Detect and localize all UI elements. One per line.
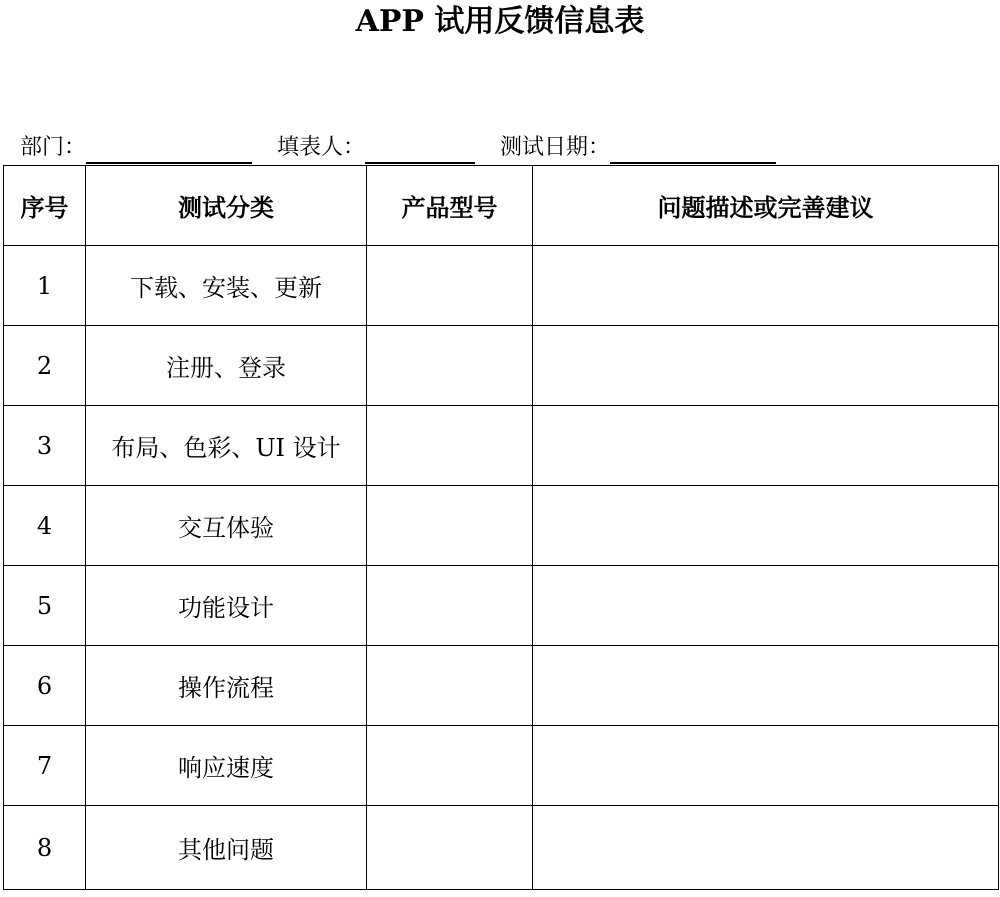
row-category: 其他问题 bbox=[86, 806, 367, 890]
feedback-table bbox=[3, 165, 999, 890]
table-row bbox=[4, 486, 999, 566]
department-label: 部门： bbox=[20, 135, 87, 160]
row-model-cell[interactable] bbox=[367, 326, 533, 406]
row-description-cell[interactable] bbox=[533, 726, 999, 806]
test-date-field[interactable] bbox=[610, 136, 776, 164]
row-number: 5 bbox=[4, 566, 86, 646]
table-row bbox=[4, 406, 999, 486]
header-no: 序号 bbox=[4, 166, 86, 246]
row-description-cell[interactable] bbox=[533, 806, 999, 890]
row-model-cell[interactable] bbox=[367, 726, 533, 806]
row-number: 6 bbox=[4, 646, 86, 726]
table-row bbox=[4, 646, 999, 726]
row-number: 8 bbox=[4, 806, 86, 890]
form-meta-line bbox=[20, 132, 794, 164]
test-date-label: 测试日期： bbox=[500, 135, 611, 160]
row-model-cell[interactable] bbox=[367, 246, 533, 326]
row-category: 操作流程 bbox=[86, 646, 367, 726]
row-category: 下载、安装、更新 bbox=[86, 246, 367, 326]
table-header-row bbox=[4, 166, 999, 246]
row-description-cell[interactable] bbox=[533, 246, 999, 326]
row-category: 交互体验 bbox=[86, 486, 367, 566]
table-row bbox=[4, 326, 999, 406]
table-row bbox=[4, 566, 999, 646]
row-number: 3 bbox=[4, 406, 86, 486]
filler-label: 填表人： bbox=[277, 135, 366, 160]
row-description-cell[interactable] bbox=[533, 566, 999, 646]
header-category: 测试分类 bbox=[86, 166, 367, 246]
document-title: APP 试用反馈信息表 bbox=[355, 4, 645, 39]
table-row bbox=[4, 246, 999, 326]
row-model-cell[interactable] bbox=[367, 406, 533, 486]
header-description: 问题描述或完善建议 bbox=[533, 166, 999, 246]
row-category: 功能设计 bbox=[86, 566, 367, 646]
row-number: 7 bbox=[4, 726, 86, 806]
row-category: 注册、登录 bbox=[86, 326, 367, 406]
row-description-cell[interactable] bbox=[533, 486, 999, 566]
row-description-cell[interactable] bbox=[533, 406, 999, 486]
filler-field[interactable] bbox=[365, 136, 475, 164]
row-number: 4 bbox=[4, 486, 86, 566]
department-field[interactable] bbox=[86, 136, 252, 164]
header-model: 产品型号 bbox=[367, 166, 533, 246]
row-number: 2 bbox=[4, 326, 86, 406]
row-model-cell[interactable] bbox=[367, 806, 533, 890]
table-row bbox=[4, 806, 999, 890]
row-description-cell[interactable] bbox=[533, 646, 999, 726]
row-category: 响应速度 bbox=[86, 726, 367, 806]
row-description-cell[interactable] bbox=[533, 326, 999, 406]
table-row bbox=[4, 726, 999, 806]
row-model-cell[interactable] bbox=[367, 646, 533, 726]
row-number: 1 bbox=[4, 246, 86, 326]
row-category: 布局、色彩、UI 设计 bbox=[86, 406, 367, 486]
row-model-cell[interactable] bbox=[367, 566, 533, 646]
row-model-cell[interactable] bbox=[367, 486, 533, 566]
